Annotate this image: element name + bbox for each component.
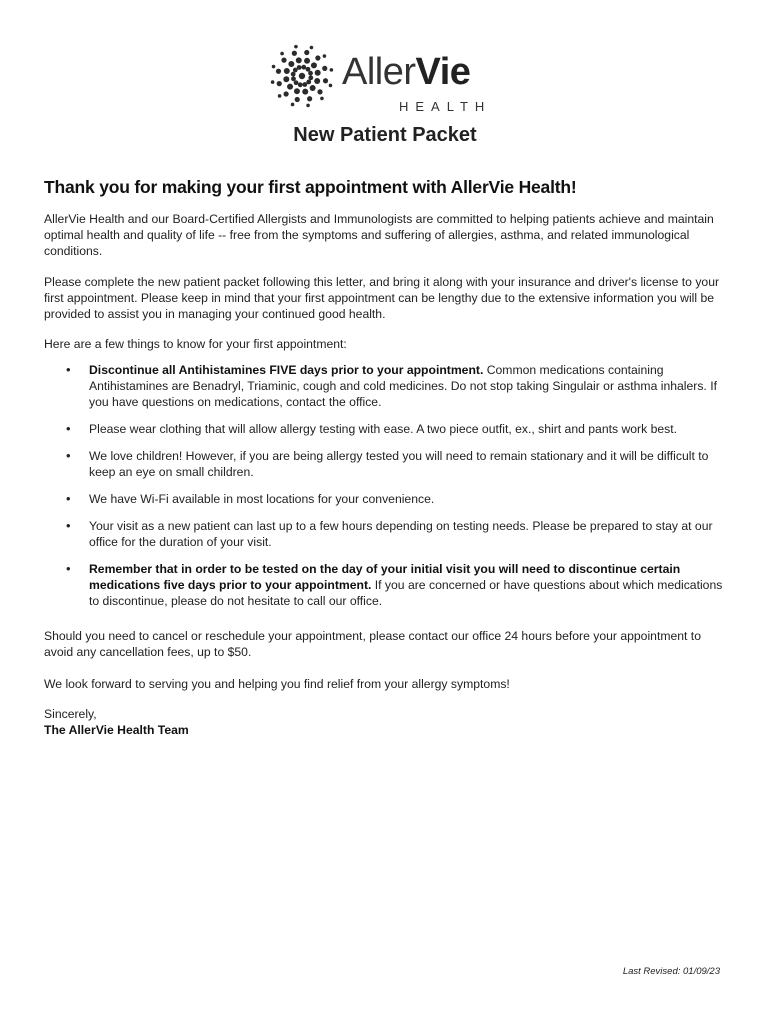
logo-dot [302, 89, 308, 95]
logo-dot [315, 55, 320, 60]
list-item [44, 421, 734, 437]
logo-dot [277, 81, 282, 86]
logo-dot [291, 103, 295, 107]
logo-dot [308, 75, 313, 80]
signature-team: The AllerVie Health Team [44, 723, 189, 737]
last-revised-date: Last Revised: 01/09/23 [622, 966, 720, 977]
logo-dot [302, 82, 307, 87]
cancellation-paragraph: Should you need to cancel or reschedule your appointment, please contact our office 24 hours before your appointment to avoid any cancellation fees, up to $50. [44, 629, 701, 659]
logo-dot [271, 80, 275, 84]
logo-dot [291, 72, 296, 77]
bullet-text: Please wear clothing that will allow allergy testing with ease. A two piece outfit, ex., shirt and pants work best. [89, 422, 678, 436]
logo-dot [297, 65, 302, 70]
logo-dot [311, 62, 317, 68]
logo-dot [283, 76, 289, 82]
closing-paragraph: We look forward to serving you and helping you find relief from your allergy symptoms! [44, 677, 510, 691]
logo-dot [304, 50, 309, 55]
logo-dot [306, 104, 310, 108]
list-item [44, 518, 734, 550]
bullet-text: Your visit as a new patient can last up to a few hours depending on testing needs. Please be prepared to stay at our office for the duration of your visit. [89, 519, 713, 549]
logo-brand-bold: Vie [415, 51, 471, 93]
logo-subtitle: HEALTH [399, 99, 492, 114]
logo-dot [308, 71, 313, 76]
logo-dot [272, 65, 276, 69]
logo-dot [314, 78, 320, 84]
logo-dot [322, 66, 327, 71]
logo-dot [301, 65, 306, 70]
allervie-logo [270, 42, 510, 118]
logo-dot [315, 70, 321, 76]
logo-dot [317, 89, 322, 94]
letter-heading: Thank you for making your first appointment with AllerVie Health! [44, 177, 577, 197]
logo-dot [323, 78, 328, 83]
logo-center-dot [299, 73, 305, 79]
logo-brand-light: Aller [342, 51, 416, 93]
logo-dot [280, 52, 284, 56]
bullet-emphasis: Discontinue all Antihistamines FIVE days prior to your appointment. [89, 363, 484, 377]
logo-dot [329, 84, 333, 88]
bullet-text: Common medications containing Antihistamines are Benadryl, Triaminic, cough and cold medicines. Do not stop taking Singulair or asthma inhalers. If you have questions on medications, contact the office. [89, 363, 717, 409]
logo-dot [294, 45, 298, 49]
list-item [44, 491, 734, 507]
logo-dot [320, 97, 324, 101]
logo-dot [296, 57, 302, 63]
logo-dot [304, 58, 310, 64]
logo-dot [288, 61, 294, 67]
logo-wordmark [342, 50, 470, 94]
logo-dot [310, 46, 314, 50]
bullet-text: We love children! However, if you are being allergy tested you will need to remain stationary and it will be difficult to keep an eye on small children. [89, 449, 709, 479]
logo-dot [291, 76, 296, 81]
instructions-paragraph: Please complete the new patient packet following this letter, and bring it along with your insurance and driver's license to your first appointment. Please keep in mind that your first appointment can be lengthy due to the extensive information you will be provided to assist you in managing your continued good health. [44, 275, 720, 321]
logo-dot [330, 68, 334, 72]
logo-dot [278, 94, 282, 98]
list-item [44, 362, 734, 410]
logo-dot [295, 97, 300, 102]
things-to-know-intro: Here are a few things to know for your first appointment: [44, 337, 347, 351]
logo-dot [298, 82, 303, 87]
logo-dot [287, 84, 293, 90]
logo-dot [307, 96, 312, 101]
signoff: Sincerely, [44, 707, 97, 721]
logo-dot [292, 51, 297, 56]
logo-dot [284, 91, 289, 96]
list-item [44, 561, 734, 609]
logo-dot [323, 54, 327, 58]
bullet-text: If you are concerned or have questions about which medications to discontinue, please do not hesitate to call our office. [89, 578, 723, 608]
logo-dot [284, 68, 290, 74]
first-appointment-list [44, 362, 734, 609]
logo-dot [276, 69, 281, 74]
sunburst-dots-logo-icon [270, 42, 340, 112]
logo-dot [310, 85, 316, 91]
bullet-emphasis: Remember that in order to be tested on the day of your initial visit you will need to discontinue certain medications five days prior to your appointment. [89, 562, 681, 592]
logo-dot [281, 58, 286, 63]
logo-dot [294, 88, 300, 94]
bullet-text: We have Wi-Fi available in most locations for your convenience. [89, 492, 435, 506]
list-item [44, 448, 734, 480]
intro-paragraph: AllerVie Health and our Board-Certified Allergists and Immunologists are committed to helping patients achieve and maintain optimal health and quality of life -- free from the symptoms and suffering of allergies, asthma, and related immunological conditions. [44, 212, 714, 258]
page-title: New Patient Packet [293, 124, 477, 146]
